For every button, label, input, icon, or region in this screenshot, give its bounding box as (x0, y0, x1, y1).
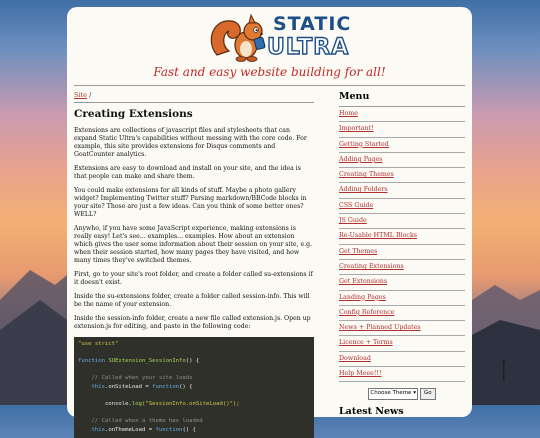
paragraph: First, go to your site's root folder, and create a folder called su-extensions if it doesn't exist. (74, 271, 313, 286)
code-keyword: function (78, 358, 105, 365)
sidebar-item-get-extensions[interactable]: Get Extensions (339, 275, 465, 290)
sidebar-item-landing-pages[interactable]: Landing Pages (339, 291, 465, 306)
code-text: () { (185, 358, 200, 365)
sidebar-item-creating-themes[interactable]: Creating Themes (339, 168, 465, 183)
site-header (74, 7, 465, 86)
code-line: "use strict" (78, 341, 119, 347)
code-text: .onSiteLoad = (104, 383, 153, 390)
paragraph: Anywho, if you have some JavaScript experience, making extensions is really easy! Let's see... examples... examples. How about an extension which gives the user some information about their session on your site, e.g. when their session started, how many pages they have visited, and how many times they've switched themes. (74, 225, 313, 264)
sidebar-item-download[interactable]: Download (339, 352, 465, 367)
site-tagline: Fast and easy website building for all! (153, 65, 386, 79)
sidebar-item-home[interactable]: Home (339, 107, 465, 122)
theme-select[interactable] (368, 388, 418, 400)
code-function-name: log (131, 401, 142, 408)
main-content (74, 91, 314, 438)
theme-select-value: Choose Theme (370, 390, 412, 397)
paragraph: Extensions are collections of javascript files and stylesheets that can expand Static Ultra's capabilities without messing with the core code. For example, this site provides extensions for Disqus comments and GoatCounter analytics. (74, 127, 307, 158)
sidebar (339, 91, 465, 417)
breadcrumb-site-link[interactable]: Site (74, 91, 87, 99)
sidebar-item-creating-extensions[interactable]: Creating Extensions (339, 260, 465, 275)
sidebar-item-js-guide[interactable]: JS Guide (339, 214, 465, 229)
page-container (67, 7, 472, 433)
code-keyword: function (152, 383, 180, 390)
code-comment: // Called when a theme has loaded (78, 418, 203, 425)
code-keyword: this (78, 383, 105, 390)
code-text: () { (179, 383, 193, 390)
chevron-down-icon: ▾ (413, 390, 416, 397)
breadcrumb (74, 91, 314, 99)
code-string: ("SessionInfo.onSiteLoad()"); (142, 401, 240, 408)
sidebar-item-get-themes[interactable]: Get Themes (339, 245, 465, 260)
code-text: .onThemeLoad = (104, 426, 156, 433)
code-block (74, 337, 314, 438)
page-title: Creating Extensions (74, 108, 193, 120)
go-button[interactable]: Go (420, 388, 436, 400)
logo-text-ultra: ULTRA (267, 35, 350, 60)
theme-chooser (339, 388, 465, 400)
paragraph: Extensions are easy to download and install on your site, and the idea is that people can make and share them. (74, 165, 301, 180)
code-text: console. (78, 401, 132, 408)
breadcrumb-separator: / (89, 91, 92, 99)
code-function-name: SUExtension_SessionInfo (108, 358, 186, 365)
code-text: () { (182, 426, 196, 433)
code-keyword: this (78, 426, 105, 433)
logo-text-static: STATIC (273, 13, 352, 35)
sidebar-item-licence[interactable]: Licence + Terms (339, 336, 465, 351)
paragraph: Inside the session-info folder, create a new file called extension.js. Open up extension.js for editing, and paste in the following code: (74, 315, 311, 330)
sidebar-item-adding-pages[interactable]: Adding Pages (339, 153, 465, 168)
code-keyword: function (155, 426, 183, 433)
sidebar-item-css-guide[interactable]: CSS Guide (339, 199, 465, 214)
sidebar-menu-title: Menu (339, 91, 370, 102)
paragraph: You could make extensions for all kinds of stuff. Maybe a photo gallery widget? Implementing Twitter stuff? Parsing markdown/BBCode blocks in your site? Those are just a few ideas. Can you think of some better ones? WELL? (74, 187, 307, 218)
latest-news-title: Latest News (339, 406, 404, 418)
paragraph: Inside the su-extensions folder, create a folder called session-info. This will be the name of your extension. (74, 293, 310, 308)
sidebar-item-important[interactable]: Important! (339, 122, 465, 137)
sidebar-item-news[interactable]: News + Planned Updates (339, 321, 465, 336)
sidebar-item-config-reference[interactable]: Config Reference (339, 306, 465, 321)
sidebar-item-getting-started[interactable]: Getting Started (339, 138, 465, 153)
sidebar-item-reusable-html-blocks[interactable]: Re-Usable HTML Blocks (339, 229, 465, 244)
breadcrumb-divider (74, 102, 314, 103)
sidebar-item-adding-folders[interactable]: Adding Folders (339, 183, 465, 198)
code-comment: // Called when your site loads (78, 375, 193, 382)
sidebar-item-help[interactable]: Help Meee!!! (339, 367, 465, 382)
